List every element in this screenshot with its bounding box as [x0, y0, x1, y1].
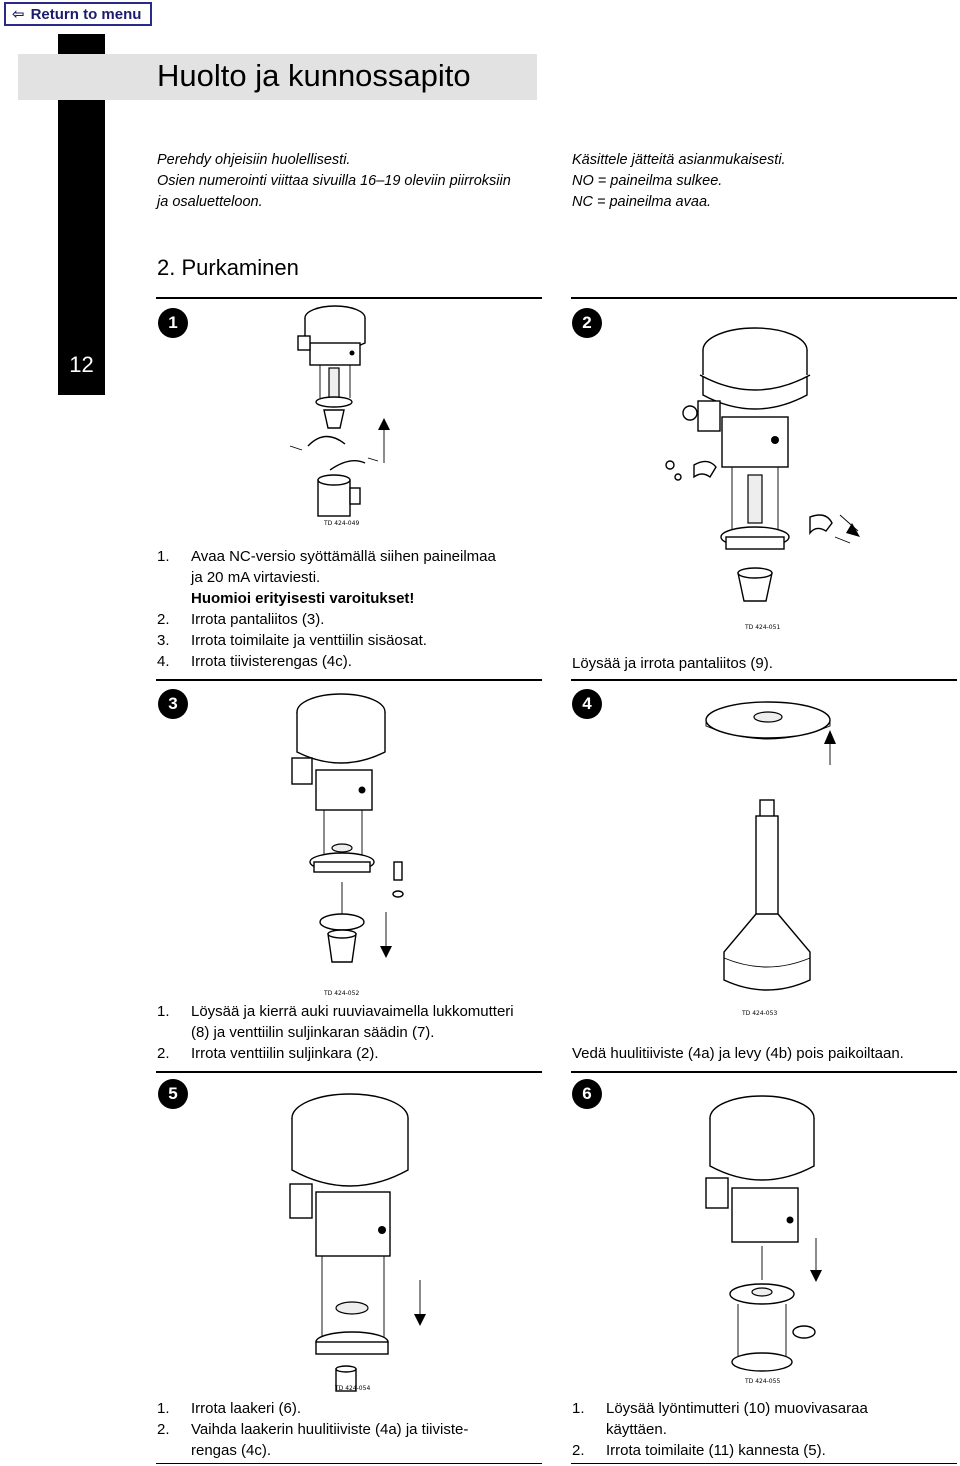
step-text: Irrota pantaliitos (3). — [191, 611, 325, 628]
intro-left-line: Perehdy ohjeisiin huolellisesti. — [157, 152, 351, 168]
figure-5-code: TD 424-054 — [335, 1385, 371, 1392]
divider — [156, 1071, 542, 1073]
divider — [571, 1463, 957, 1464]
figure-number-1: 1 — [158, 308, 188, 338]
divider — [571, 679, 957, 681]
step-row — [157, 609, 496, 630]
figure-number-5: 5 — [158, 1079, 188, 1109]
step-number: 2. — [157, 611, 170, 628]
step-row — [157, 567, 496, 588]
step-text-warning: Huomioi erityisesti varoitukset! — [191, 590, 415, 607]
figure-2-code: TD 424-051 — [745, 624, 781, 631]
step-text: Irrota venttiilin suljinkara (2). — [191, 1045, 379, 1062]
figure-number-2: 2 — [572, 308, 602, 338]
step-text: (8) ja venttiilin suljinkaran säädin (7). — [191, 1024, 435, 1041]
step-number: 1. — [572, 1400, 585, 1417]
return-to-menu-label: Return to menu — [30, 5, 142, 23]
figure-3-steps — [157, 1001, 514, 1064]
figure-6-steps — [572, 1398, 868, 1461]
figure-5-steps — [157, 1398, 468, 1461]
step-number: 2. — [572, 1442, 585, 1459]
step-row — [157, 1419, 468, 1440]
step-number: 1. — [157, 1003, 170, 1020]
intro-right-line: NC = paineilma avaa. — [572, 194, 712, 210]
left-arrow-icon: ⇦ — [12, 6, 25, 23]
intro-left — [157, 150, 511, 213]
step-row — [157, 546, 496, 567]
step-row — [157, 1001, 514, 1022]
step-text: Irrota tiivisterengas (4c). — [191, 653, 352, 670]
step-number — [157, 1022, 191, 1043]
return-to-menu-button[interactable] — [4, 2, 152, 26]
divider — [571, 1071, 957, 1073]
step-row — [572, 1440, 868, 1461]
step-number: 2. — [157, 1045, 170, 1062]
step-row — [572, 1419, 868, 1440]
figure-1-code: TD 424-049 — [324, 520, 360, 527]
step-row — [157, 1440, 468, 1461]
figure-1-steps — [157, 546, 496, 672]
step-number — [572, 1419, 606, 1440]
step-number: 2. — [157, 1421, 170, 1438]
figure-6-drawing — [680, 1080, 860, 1380]
step-row — [572, 1398, 868, 1419]
figure-1-drawing — [280, 298, 410, 528]
step-text: Irrota laakeri (6). — [191, 1400, 302, 1417]
figure-3-code: TD 424-052 — [324, 990, 360, 997]
step-row — [157, 1398, 468, 1419]
step-text: Vaihda laakerin huulitiiviste (4a) ja tiiviste- — [191, 1421, 469, 1438]
intro-right — [572, 150, 786, 213]
figure-4-caption: Vedä huulitiiviste (4a) ja levy (4b) pois paikoiltaan. — [572, 1045, 904, 1062]
step-row — [157, 1043, 514, 1064]
step-number: 4. — [157, 653, 170, 670]
step-text: Irrota toimilaite (11) kannesta (5). — [606, 1442, 826, 1459]
step-number — [157, 1440, 191, 1461]
step-text: Löysää ja kierrä auki ruuviavaimella lukkomutteri — [191, 1003, 514, 1020]
intro-right-line: NO = paineilma sulkee. — [572, 173, 723, 189]
step-number — [157, 567, 191, 588]
figure-2-caption: Löysää ja irrota pantaliitos (9). — [572, 655, 773, 672]
intro-right-line: Käsittele jätteitä asianmukaisesti. — [572, 152, 786, 168]
step-text: käyttäen. — [606, 1421, 667, 1438]
section-title: 2. Purkaminen — [157, 255, 299, 280]
step-text: Irrota toimilaite ja venttiilin sisäosat. — [191, 632, 427, 649]
intro-left-line: ja osaluetteloon. — [157, 194, 263, 210]
step-row — [157, 651, 496, 672]
divider — [156, 1463, 542, 1464]
step-row — [157, 1022, 514, 1043]
figure-4-code: TD 424-053 — [742, 1010, 778, 1017]
figure-5-drawing — [270, 1080, 450, 1390]
step-row — [157, 630, 496, 651]
figure-6-code: TD 424-055 — [745, 1378, 781, 1385]
divider — [571, 297, 957, 299]
step-number — [157, 588, 191, 609]
step-number: 1. — [157, 548, 170, 565]
intro-left-line: Osien numerointi viittaa sivuilla 16–19 oleviin piirroksiin — [157, 173, 511, 189]
step-row-warning — [157, 588, 496, 609]
step-text: Avaa NC-versio syöttämällä siihen paineilmaa — [191, 548, 496, 565]
page-number: 12 — [69, 352, 94, 377]
figure-number-6: 6 — [572, 1079, 602, 1109]
page-title: Huolto ja kunnossapito — [157, 58, 471, 93]
step-text: Löysää lyöntimutteri (10) muovivasaraa — [606, 1400, 868, 1417]
figure-3-drawing — [266, 682, 416, 982]
divider — [156, 679, 542, 681]
figure-4-drawing — [700, 690, 850, 1010]
step-number: 3. — [157, 632, 170, 649]
figure-2-drawing — [660, 305, 860, 625]
step-text: rengas (4c). — [191, 1442, 272, 1459]
step-text: ja 20 mA virtaviesti. — [191, 569, 321, 586]
step-number: 1. — [157, 1400, 170, 1417]
figure-number-4: 4 — [572, 689, 602, 719]
figure-number-3: 3 — [158, 689, 188, 719]
